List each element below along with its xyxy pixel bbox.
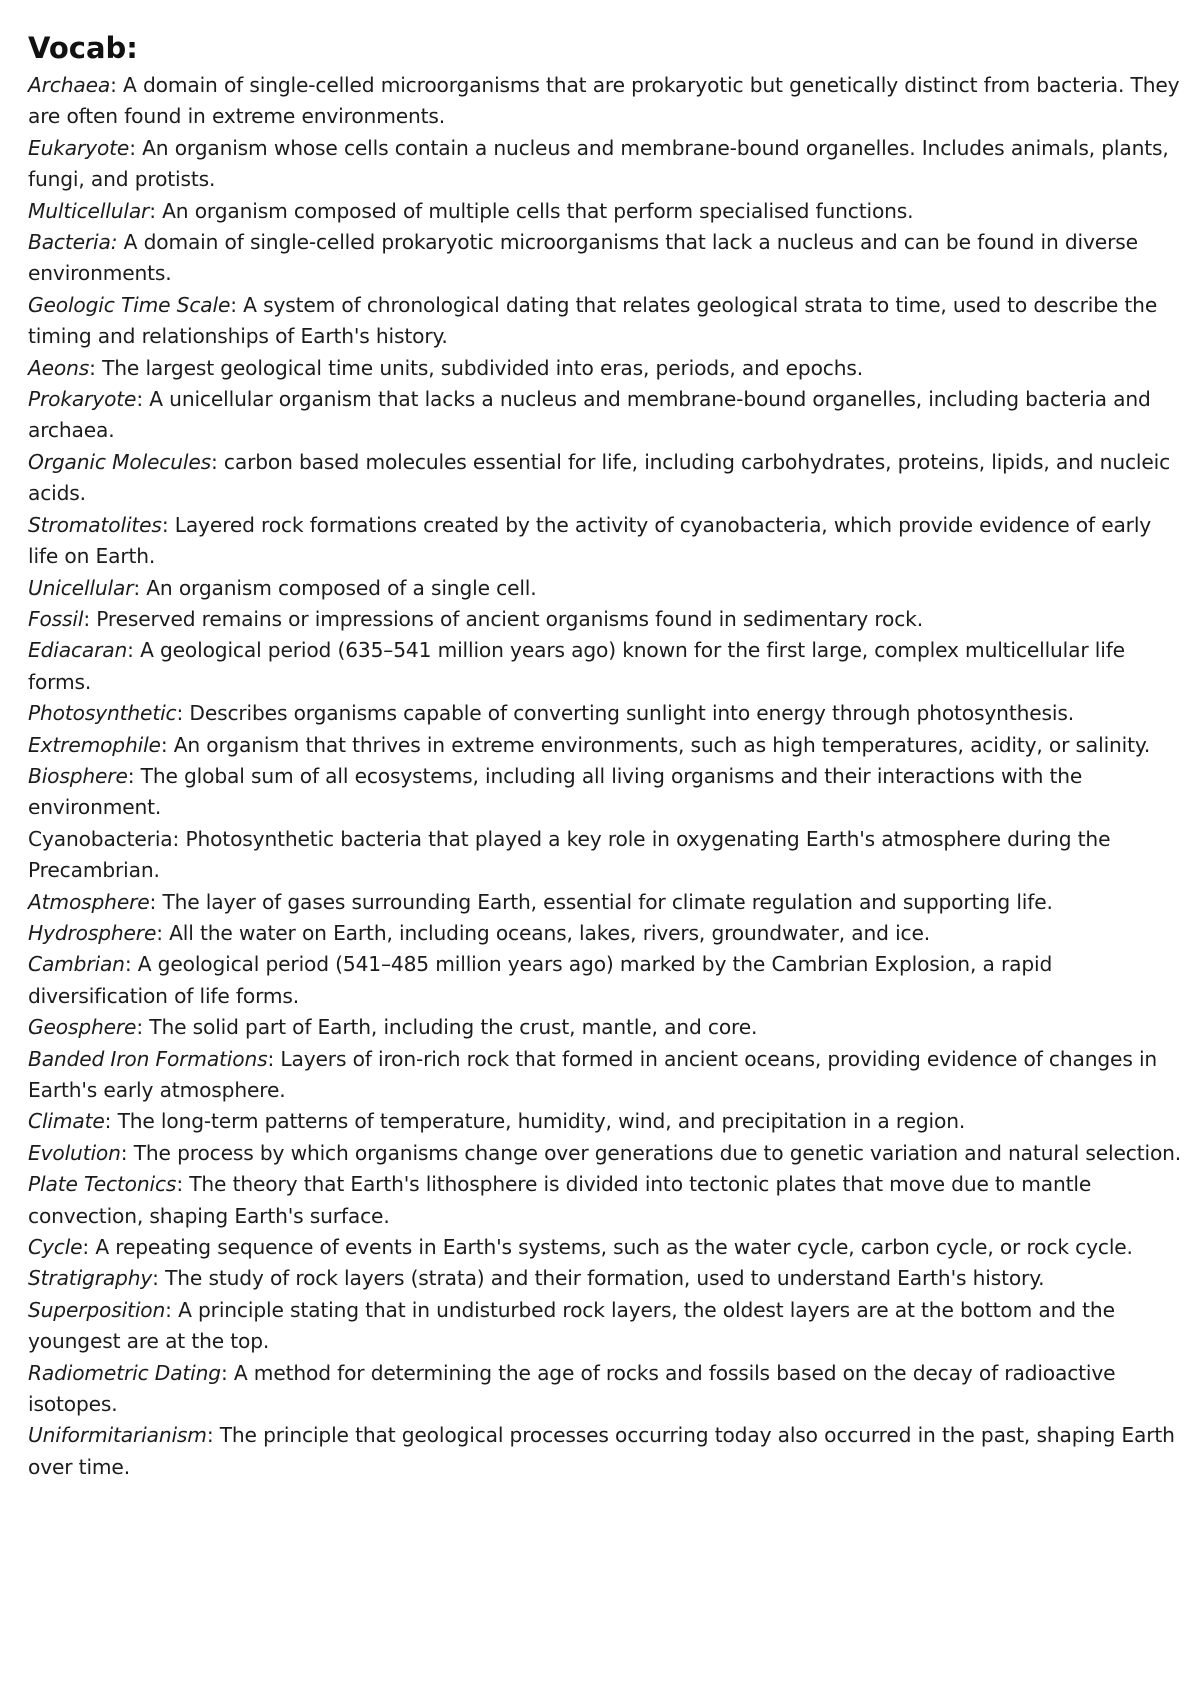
vocab-list — [28, 70, 1186, 1483]
vocab-separator: : — [220, 1360, 228, 1385]
vocab-term: Hydrosphere — [28, 920, 157, 945]
vocab-entry — [28, 447, 1186, 510]
document-page — [28, 28, 1186, 1483]
vocab-term: Organic Molecules — [28, 449, 211, 474]
vocab-separator: : — [210, 449, 218, 474]
vocab-separator: : — [156, 920, 163, 945]
vocab-definition: The largest geological time units, subdivided into eras, periods, and epochs. — [95, 355, 864, 380]
vocab-separator: : — [110, 73, 117, 97]
vocab-separator: : — [133, 575, 140, 600]
vocab-definition: An organism that thrives in extreme environments, such as high temperatures, acidity, or salinity. — [167, 732, 1151, 757]
vocab-separator: : — [127, 763, 135, 788]
vocab-definition: Layered rock formations created by the activity of cyanobacteria, which provide evidence of early life on Earth. — [28, 512, 1152, 569]
vocab-term: Archaea — [28, 73, 111, 97]
vocab-definition: A principle stating that in undisturbed rock layers, the oldest layers are at the bottom and the youngest are at the top. — [28, 1297, 1115, 1354]
vocab-entry — [28, 949, 1186, 1012]
vocab-entry — [28, 1138, 1186, 1169]
vocab-term: Cyanobacteria — [28, 826, 173, 851]
vocab-term: Bacteria: — [28, 230, 118, 255]
vocab-term: Prokaryote — [28, 387, 137, 412]
vocab-term: Cycle — [28, 1235, 83, 1260]
vocab-definition: The process by which organisms change over generations due to genetic variation and natural selection. — [127, 1140, 1182, 1165]
vocab-entry — [28, 510, 1186, 573]
vocab-entry — [28, 1358, 1186, 1421]
vocab-separator: : — [230, 292, 237, 317]
vocab-entry — [28, 290, 1186, 353]
vocab-definition: The theory that Earth's lithosphere is divided into tectonic plates that move due to mantle convection, shaping Earth's surface. — [28, 1172, 1092, 1228]
vocab-term: Geosphere — [28, 1015, 137, 1040]
vocab-separator: : — [136, 387, 143, 412]
vocab-definition: carbon based molecules essential for life, including carbohydrates, proteins, lipids, and nucleic acids. — [28, 449, 1171, 506]
vocab-separator: : — [161, 512, 169, 537]
page-title: Vocab: — [28, 31, 138, 65]
vocab-entry — [28, 698, 1186, 729]
vocab-definition: A domain of single-celled microorganisms that are prokaryotic but genetically distinct from bacteria. They are often found in extreme environments. — [28, 73, 1180, 129]
vocab-separator: : — [176, 1172, 183, 1197]
vocab-term: Evolution — [28, 1140, 121, 1165]
vocab-entry — [28, 1263, 1186, 1294]
vocab-term: Unicellular — [28, 575, 134, 600]
vocab-definition: Describes organisms capable of converting sunlight into energy through photosynthesis. — [183, 701, 1074, 726]
vocab-definition: The solid part of Earth, including the crust, mantle, and core. — [143, 1015, 758, 1040]
vocab-separator: : — [176, 701, 184, 726]
vocab-term: Aeons — [28, 355, 90, 380]
vocab-entry — [28, 918, 1186, 949]
vocab-definition: A method for determining the age of rocks and fossils based on the decay of radioactive isotopes. — [28, 1360, 1116, 1417]
vocab-term: Multicellular — [28, 198, 150, 223]
vocab-term: Uniformitarianism — [28, 1423, 207, 1448]
vocab-entry — [28, 1420, 1186, 1483]
vocab-separator: : — [149, 889, 157, 914]
vocab-term: Eukaryote — [28, 135, 130, 160]
vocab-definition: The global sum of all ecosystems, including all living organisms and their interactions with the environment. — [28, 763, 1083, 820]
vocab-entry — [28, 573, 1186, 604]
vocab-definition: The principle that geological processes occurring today also occurred in the past, shaping Earth over time. — [28, 1423, 1175, 1479]
vocab-separator: : — [104, 1109, 112, 1134]
vocab-separator: : — [152, 1266, 159, 1291]
vocab-definition: An organism whose cells contain a nucleus and membrane-bound organelles. Includes animals, plants, fungi, and protists. — [28, 135, 1169, 192]
vocab-separator: : — [149, 198, 156, 223]
vocab-term: Geologic Time Scale — [28, 292, 231, 317]
vocab-definition: An organism composed of a single cell. — [140, 575, 537, 600]
vocab-term: Climate — [28, 1109, 105, 1134]
vocab-entry — [28, 70, 1186, 133]
vocab-entry — [28, 1232, 1186, 1263]
vocab-entry — [28, 353, 1186, 384]
vocab-entry — [28, 133, 1186, 196]
vocab-term: Banded Iron Formations — [28, 1046, 268, 1071]
vocab-term: Biosphere — [28, 763, 128, 788]
vocab-separator: : — [206, 1423, 214, 1448]
vocab-term: Plate Tectonics — [28, 1172, 177, 1197]
vocab-entry — [28, 1169, 1186, 1232]
vocab-entry — [28, 1295, 1186, 1358]
vocab-definition: Layers of iron-rich rock that formed in ancient oceans, providing evidence of changes in Earth's early atmosphere. — [28, 1046, 1158, 1102]
vocab-entry — [28, 1012, 1186, 1043]
vocab-term: Stromatolites — [28, 512, 162, 537]
vocab-separator: : — [127, 638, 134, 663]
vocab-entry — [28, 635, 1186, 698]
vocab-definition: A system of chronological dating that relates geological strata to time, used to describe the timing and relationships of Earth's history. — [28, 292, 1158, 349]
vocab-term: Photosynthetic — [28, 701, 177, 726]
vocab-definition: A geological period (541–485 million years ago) marked by the Cambrian Explosion, a rapid diversification of life forms. — [28, 952, 1053, 1008]
vocab-entry — [28, 887, 1186, 918]
vocab-definition: An organism composed of multiple cells that perform specialised functions. — [155, 198, 914, 223]
vocab-entry — [28, 227, 1186, 290]
vocab-separator: : — [136, 1015, 143, 1040]
vocab-entry — [28, 604, 1186, 635]
vocab-definition: Photosynthetic bacteria that played a key role in oxygenating Earth's atmosphere during the Precambrian. — [28, 826, 1111, 883]
vocab-term: Fossil — [28, 606, 84, 631]
vocab-definition: Preserved remains or impressions of ancient organisms found in sedimentary rock. — [89, 606, 923, 631]
vocab-entry — [28, 1106, 1186, 1137]
vocab-entry — [28, 196, 1186, 227]
vocab-term: Stratigraphy — [28, 1266, 153, 1291]
vocab-separator: : — [165, 1297, 172, 1322]
vocab-term: Superposition — [28, 1297, 166, 1322]
vocab-definition: The long-term patterns of temperature, humidity, wind, and precipitation in a region. — [111, 1109, 966, 1134]
vocab-entry — [28, 730, 1186, 761]
vocab-definition: A unicellular organism that lacks a nucleus and membrane-bound organelles, including bacteria and archaea. — [28, 387, 1151, 443]
vocab-definition: All the water on Earth, including oceans, lakes, rivers, groundwater, and ice. — [162, 920, 931, 945]
vocab-separator: : — [172, 826, 180, 851]
vocab-term: Atmosphere — [28, 889, 150, 914]
vocab-separator: : — [120, 1140, 128, 1165]
vocab-term: Ediacaran — [28, 638, 128, 663]
vocab-definition: The layer of gases surrounding Earth, essential for climate regulation and supporting life. — [156, 889, 1053, 914]
vocab-entry — [28, 1044, 1186, 1107]
vocab-separator: : — [129, 135, 136, 160]
vocab-separator: : — [124, 952, 132, 977]
vocab-separator: : — [160, 732, 168, 757]
vocab-term: Cambrian — [28, 952, 125, 977]
vocab-separator: : — [89, 355, 96, 380]
vocab-entry — [28, 761, 1186, 824]
vocab-definition: A geological period (635–541 million years ago) known for the first large, complex multicellular life forms. — [28, 638, 1125, 694]
vocab-term: Extremophile — [28, 732, 161, 757]
vocab-entry — [28, 384, 1186, 447]
vocab-definition: A repeating sequence of events in Earth's systems, such as the water cycle, carbon cycle, or rock cycle. — [89, 1235, 1133, 1260]
vocab-separator: : — [267, 1046, 275, 1071]
vocab-definition: A domain of single-celled prokaryotic microorganisms that lack a nucleus and can be found in diverse environments. — [28, 230, 1138, 286]
vocab-definition: The study of rock layers (strata) and their formation, used to understand Earth's history. — [158, 1266, 1045, 1291]
vocab-term: Radiometric Dating — [28, 1360, 221, 1385]
vocab-entry — [28, 824, 1186, 887]
vocab-separator: : — [83, 606, 90, 631]
vocab-separator: : — [82, 1235, 90, 1260]
